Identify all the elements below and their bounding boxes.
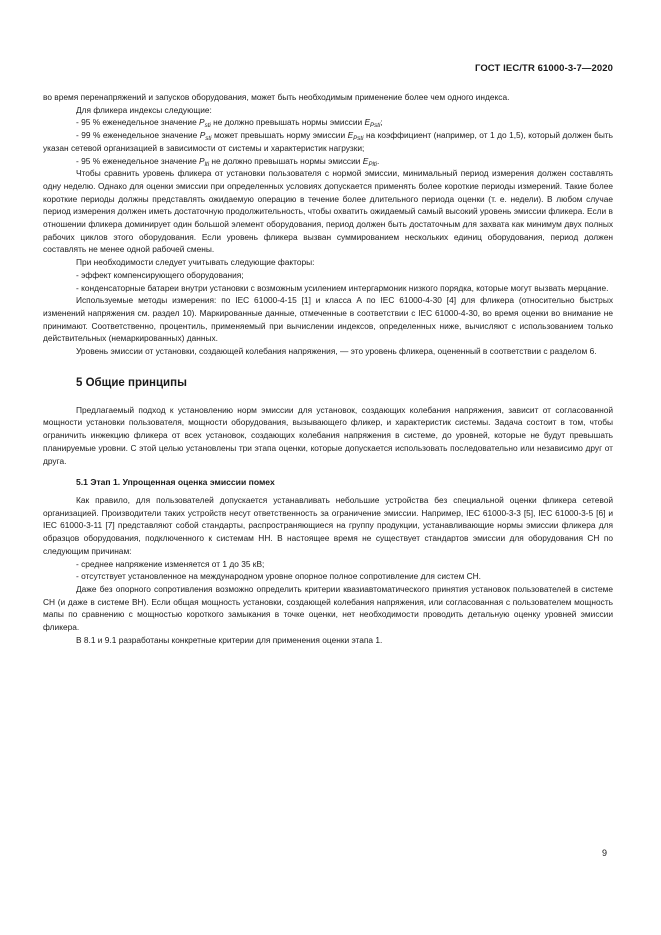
paragraph: В 8.1 и 9.1 разработаны конкретные критерии для применения оценки этапа 1. — [76, 634, 383, 645]
paragraph: Уровень эмиссии от установки, создающей колебания напряжения, — это уровень фликера, оцененный в соответствии с разделом 6. — [76, 346, 597, 357]
list-text: - 99 % еженедельное значение — [76, 130, 200, 141]
list-text: ; — [380, 117, 383, 128]
paragraph: Даже без опорного сопротивления возможно определить критерии квазиавтоматического принятия установок пользователей в системе СН (и даже в системе ВН). Если общая мощность установки, создающей колебания напряжения, или согласованная с пользователем мощность мапы по сравнению с мощностью короткого замыкания в точке оценки, нет необходимости проводить детальную оценку уровней эмиссии фликера. — [43, 583, 613, 633]
subscript: lti — [204, 160, 210, 168]
list-item — [43, 116, 613, 129]
section-heading: 5 Общие принципы — [76, 376, 187, 389]
list-text: не должно превышать нормы эмиссии — [210, 117, 365, 128]
subscript: sti — [205, 135, 212, 143]
subsection-heading: 5.1 Этап 1. Упрощенная оценка эмиссии помех — [76, 477, 275, 488]
symbol: P — [199, 117, 205, 128]
paragraph: Как правило, для пользователей допускается устанавливать небольшие устройства без специальной оценки фликера сетевой организацией. Производители таких устройств несут ответственность за ограничение эмиссии. Например, IEC 61000-3-3 [5], IEC 61000-3-5 [6] и IEC 61000-3-11 [7] представляют собой стандарты, распространяющиеся на группу продукции, устанавливающие нормы эмиссии фликера для образцов оборудования, подключенного к системам НН. В настоящее время не существует стандартов эмиссии для оборудования СН по следующим причинам: — [43, 494, 613, 556]
subscript: Psti — [353, 135, 364, 143]
paragraph: во время перенапряжений и запусков оборудования, может быть необходимым применение более чем одного индекса. — [43, 92, 510, 102]
list-text: - 95 % еженедельное значение — [76, 117, 200, 128]
list-text: на коэффициент (например, от 1 до 1,5), который должен быть указан сетевой организацией в зависимости от системы и характеристик нагрузки; — [43, 130, 613, 153]
list-item: - эффект компенсирующего оборудования; — [76, 269, 244, 280]
subscript: sti — [204, 122, 211, 130]
subscript: Psti — [370, 122, 381, 130]
list-item: - конденсаторные батареи внутри установки с возможным усилением интергармоник низкого порядка, которые могут вызвать мерцание. — [76, 282, 609, 293]
symbol: E — [362, 155, 369, 166]
symbol: P — [199, 130, 206, 141]
symbol: E — [347, 130, 354, 141]
paragraph: Используемые методы измерения: по IEC 61000-4-15 [1] и класса A по IEC 61000-4-30 [4] для фликера (относительно быстрых изменений напряжения см. раздел 10). Маркированные данные, отмеченные в соответствии с IEC 61000-4-30, во время оценки во внимание не принимают. Соответственно, процентиль, применяемый при вычислении индексов, определенных ниже, вычисляют с использованием только действительных (немаркированных) данных. — [43, 295, 613, 344]
symbol: E — [364, 117, 371, 128]
list-item: - среднее напряжение изменяется от 1 до 35 кВ; — [76, 558, 265, 569]
list-text: может превышать норму эмиссии — [211, 130, 348, 141]
subscript: Plti — [368, 160, 377, 168]
list-item — [43, 155, 613, 168]
paragraph: Предлагаемый подход к установлению норм эмиссии для установок, создающих колебания напряжения, зависит от согласованной мощности установки пользователя, мощности оборудования, вызывающего фликер, и характеристик системы. Задача состоит в том, чтобы ограничить инжекцию фликера от всех установок, создающих колебания напряжения в системе, до уровней, которые не будут превышать планируемые уровни. С этой целью установлены три этапа оценки, которые допускается использовать последовательно или независимо друг от друга. — [43, 404, 613, 466]
symbol: P — [199, 155, 205, 166]
document-header: ГОСТ IEC/TR 61000-3-7—2020 — [474, 63, 613, 74]
paragraph: При необходимости следует учитывать следующие факторы: — [76, 257, 315, 268]
page-number: 9 — [601, 848, 607, 858]
list-text: не должно превышать нормы эмиссии — [209, 155, 363, 166]
list-item: - отсутствует установленное на международном уровне опорное полное сопротивление для систем СН. — [76, 571, 482, 582]
list-text: - 95 % еженедельное значение — [76, 155, 200, 166]
list-text: . — [376, 155, 380, 166]
paragraph: Чтобы сравнить уровень фликера от установки пользователя с нормой эмиссии, минимальный период измерения должен составлять одну неделю. Однако для оценки эмиссии при определенных условиях допускается применять более короткие периоды измерений. Такие более короткие периоды должны представлять ожидаемую операцию в течение более длительного периода оценки (т. е. недели). В любом случае период измерения должен иметь достаточную продолжительность, чтобы охватить ожидаемый самый высокий уровень эмиссии фликера. Если в отношении фликера доминирует один большой элемент оборудования, период должен быть достаточным для захвата как минимум двух полных рабочих циклов этого оборудования. Если уровень фликера вызван суммированием нескольких единиц оборудования, период должен составлять не менее одной рабочей смены. — [43, 168, 613, 255]
document-body — [43, 91, 613, 646]
list-item — [43, 129, 613, 154]
paragraph: Для фликера индексы следующие: — [76, 104, 212, 115]
